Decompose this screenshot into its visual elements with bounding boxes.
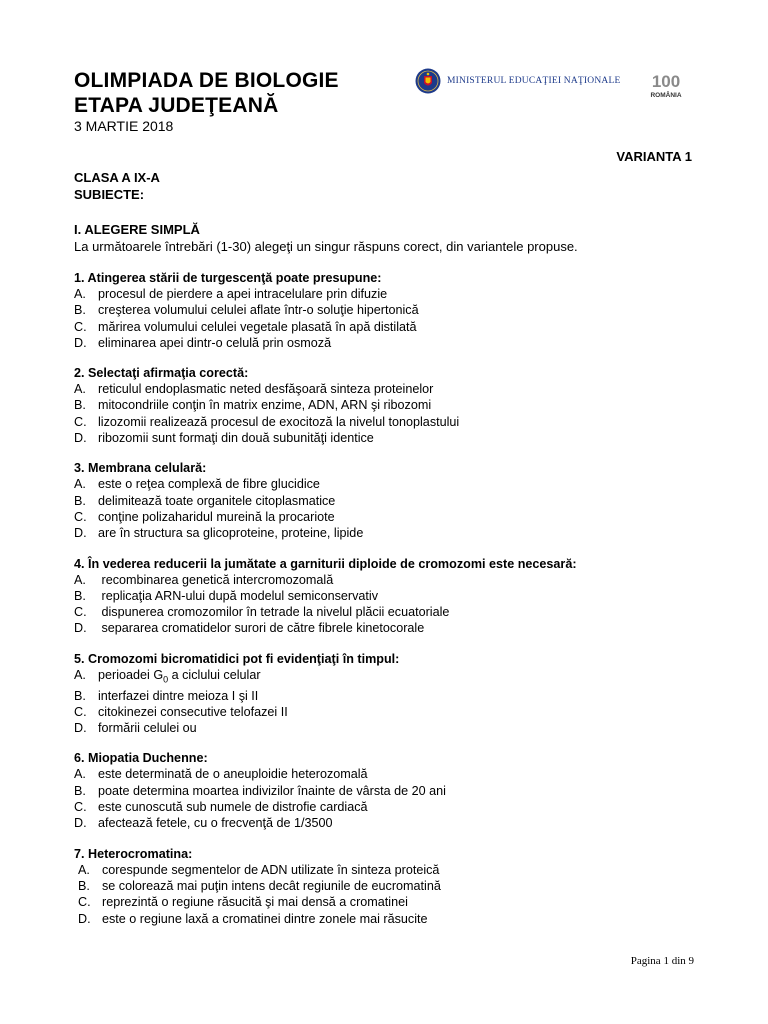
option-letter: C. xyxy=(74,704,87,719)
option-text: procesul de pierdere a apei intracelulare prin difuzie xyxy=(98,287,388,301)
answer-option xyxy=(74,688,714,704)
option-letter: A. xyxy=(74,287,86,301)
question-title: 7. Heterocromatina: xyxy=(74,846,193,861)
option-letter: B. xyxy=(74,688,86,703)
olympiad-title: OLIMPIADA DE BIOLOGIE xyxy=(74,69,339,92)
page-number: Pagina 1 din 9 xyxy=(630,955,694,967)
option-text: afectează fetele, cu o frecvenţă de 1/3500 xyxy=(98,816,333,831)
answer-option xyxy=(74,894,714,910)
question-list xyxy=(74,270,714,941)
option-text: poate determina moartea indivizilor înainte de vârsta de 20 ani xyxy=(98,783,446,798)
question-5 xyxy=(74,651,714,737)
option-text: replicaţia ARN-ului după modelul semiconservativ xyxy=(98,588,378,603)
option-text: conţine polizaharidul mureină la procariote xyxy=(98,509,335,524)
class-label: CLASA A IX-A xyxy=(74,170,160,185)
option-letter: B. xyxy=(78,878,90,893)
answer-option xyxy=(74,414,714,430)
centenar-country: ROMÂNIA xyxy=(650,92,682,99)
variant-label: VARIANTA 1 xyxy=(616,149,692,164)
answer-option xyxy=(74,476,714,492)
centenar-logo xyxy=(644,70,688,100)
option-text: ribozomii sunt formaţi din două subunităţi identice xyxy=(98,431,374,446)
option-text: reprezintă o regiune răsucită şi mai densă a cromatinei xyxy=(102,895,408,910)
answer-option xyxy=(74,588,714,604)
g0-subscript: 0 xyxy=(163,674,169,685)
option-letter: C. xyxy=(74,414,87,429)
option-letter: C. xyxy=(74,605,87,620)
option-letter: C. xyxy=(74,509,87,524)
answer-option xyxy=(74,704,714,720)
option-text xyxy=(98,667,261,688)
option-letter: B. xyxy=(74,493,86,508)
option-text: are în structura sa glicoproteine, proteine, lipide xyxy=(98,526,364,541)
option-letter: B. xyxy=(74,398,86,413)
question-1 xyxy=(74,270,714,351)
answer-option xyxy=(74,286,714,302)
option-letter: A. xyxy=(78,862,90,877)
option-text: se colorează mai puţin intens decât regiunile de eucromatină xyxy=(102,878,441,893)
ministry-logo xyxy=(415,67,620,95)
section-instructions: La următoarele întrebări (1-30) alegeţi un singur răspuns corect, din variantele propuse. xyxy=(74,239,578,254)
section-title: I. ALEGERE SIMPLĂ xyxy=(74,222,200,237)
option-text: citokinezei consecutive telofazei II xyxy=(98,704,288,719)
answer-option xyxy=(74,397,714,413)
answer-option xyxy=(74,525,714,541)
answer-option xyxy=(74,783,714,799)
option-letter: A. xyxy=(74,667,86,682)
answer-option xyxy=(74,493,714,509)
class-info xyxy=(74,169,160,203)
option-text: reticulul endoplasmatic neted desfăşoară sinteza proteinelor xyxy=(98,382,434,397)
option-letter: D. xyxy=(74,816,87,831)
option-text: recombinarea genetică intercromozomală xyxy=(98,572,334,587)
answer-option xyxy=(74,302,714,318)
option-text: interfazei dintre meioza I şi II xyxy=(98,688,259,703)
option-letter: A. xyxy=(74,572,86,587)
answer-option xyxy=(74,815,714,831)
option-letter: B. xyxy=(74,783,86,798)
option-text: lizozomii realizează procesul de exocitoză la nivelul tonoplastului xyxy=(98,414,460,429)
option-text: este cunoscută sub numele de distrofie cardiacă xyxy=(98,800,368,815)
option-letter: C. xyxy=(78,895,91,910)
question-2 xyxy=(74,365,714,446)
option-text: este o regiune laxă a cromatinei dintre zonele mai răsucite xyxy=(102,911,428,926)
answer-option xyxy=(74,620,714,636)
option-letter: D. xyxy=(74,721,87,736)
option-letter: C. xyxy=(74,319,87,334)
option-text: separarea cromatidelor surori de către fibrele kinetocorale xyxy=(98,621,425,636)
question-title: 2. Selectaţi afirmaţia corectă: xyxy=(74,366,249,381)
option-letter: D. xyxy=(74,335,87,350)
option-text: mitocondriile conţin în matrix enzime, ADN, ARN şi ribozomi xyxy=(98,398,432,413)
answer-option xyxy=(74,381,714,397)
option-text: creşterea volumului celulei aflate într-o soluţie hipertonică xyxy=(98,303,419,318)
option-letter: D. xyxy=(74,526,87,541)
question-4 xyxy=(74,556,714,637)
question-6 xyxy=(74,750,714,831)
option-text: delimitează toate organitele citoplasmatice xyxy=(98,493,336,508)
option-text-tail: a ciclului celular xyxy=(168,667,261,682)
question-7 xyxy=(74,846,714,927)
option-text-main: perioadei G xyxy=(98,667,164,682)
answer-option xyxy=(74,509,714,525)
question-3 xyxy=(74,460,714,541)
option-text: este determinată de o aneuploidie heterozomală xyxy=(98,767,368,782)
option-letter: D. xyxy=(74,621,87,636)
answer-option xyxy=(74,720,714,736)
stage-title: ETAPA JUDEŢEANĂ xyxy=(74,94,279,117)
answer-option xyxy=(74,799,714,815)
answer-option xyxy=(74,862,714,878)
document-header xyxy=(74,68,339,134)
question-title: 6. Miopatia Duchenne: xyxy=(74,751,208,766)
option-text: corespunde segmentelor de ADN utilizate în sinteza proteică xyxy=(102,862,440,877)
option-letter: D. xyxy=(74,431,87,446)
option-text: este o reţea complexă de fibre glucidice xyxy=(98,477,320,492)
answer-option xyxy=(74,335,714,351)
answer-option xyxy=(74,878,714,894)
option-letter: C. xyxy=(74,800,87,815)
question-title: 4. În vederea reducerii la jumătate a garniturii diploide de cromozomi este necesară: xyxy=(74,556,577,571)
centenar-number: 100 xyxy=(651,72,681,91)
question-title: 5. Cromozomi bicromatidici pot fi evidenţiaţi în timpul: xyxy=(74,651,400,666)
coat-of-arms-icon xyxy=(415,67,441,95)
option-text: dispunerea cromozomilor în tetrade la nivelul plăcii ecuatoriale xyxy=(98,605,450,620)
answer-option xyxy=(74,319,714,335)
option-text: formării celulei ou xyxy=(98,721,197,736)
option-letter: A. xyxy=(74,477,86,492)
answer-option xyxy=(74,572,714,588)
answer-option xyxy=(74,667,714,688)
option-text: eliminarea apei dintr-o celulă prin osmoză xyxy=(98,335,332,350)
question-title: 3. Membrana celulară: xyxy=(74,461,207,476)
option-letter: B. xyxy=(74,588,86,603)
answer-option xyxy=(74,911,714,927)
answer-option xyxy=(74,604,714,620)
centenar-icon xyxy=(644,70,688,100)
answer-option xyxy=(74,430,714,446)
ministry-name: MINISTERUL EDUCAŢIEI NAŢIONALE xyxy=(447,76,621,86)
option-letter: D. xyxy=(78,911,91,926)
subjects-label: SUBIECTE: xyxy=(74,187,145,202)
option-letter: B. xyxy=(74,303,86,318)
option-letter: A. xyxy=(74,382,86,397)
option-letter: A. xyxy=(74,767,86,782)
option-text: mărirea volumului celulei vegetale plasată în apă distilată xyxy=(98,319,417,334)
answer-option xyxy=(74,766,714,782)
exam-date: 3 MARTIE 2018 xyxy=(74,118,174,134)
question-title: 1. Atingerea stării de turgescenţă poate presupune: xyxy=(74,271,382,285)
